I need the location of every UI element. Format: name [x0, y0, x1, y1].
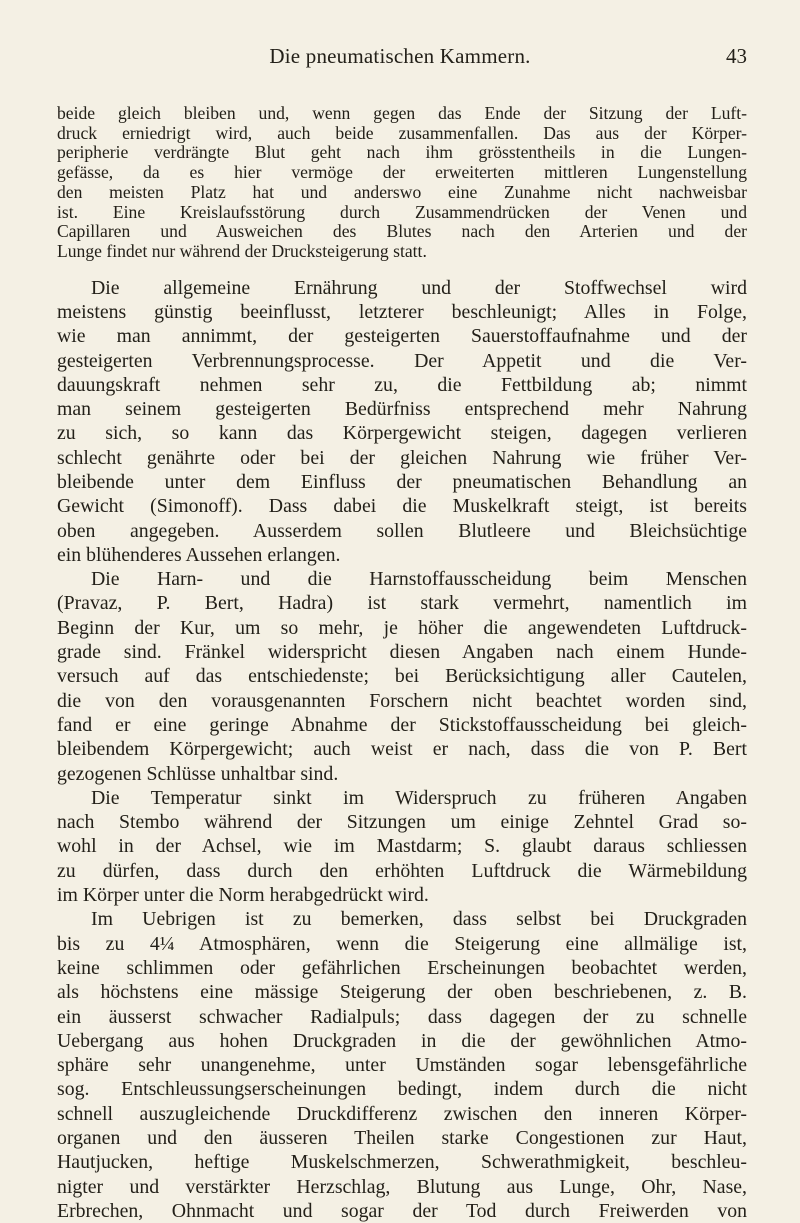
text-line: Lunge findet nur während der Drucksteigerung statt.: [57, 240, 427, 261]
text-line: zu dürfen, dass durch den erhöhten Luftdruck die Wärmebildung: [57, 859, 747, 882]
text-line: (Pravaz, P. Bert, Hadra) ist stark vermehrt, namentlich im: [57, 592, 747, 615]
text-line: wohl in der Achsel, wie im Mastdarm; S. glaubt daraus schliessen: [57, 835, 747, 858]
text-line: keine schlimmen oder gefährlichen Erscheinungen beobachtet werden,: [57, 956, 747, 979]
text-line: oben angegeben. Ausserdem sollen Blutleere und Bleichsüchtige: [57, 519, 747, 542]
paragraph-urine: [57, 567, 747, 786]
paragraph-gap: [57, 262, 747, 276]
text-line: gefässe, da es hier vermöge der erweiterten mittleren Lungenstellung: [57, 162, 747, 183]
paragraph-circulation: [57, 104, 747, 262]
text-line: ein äusserst schwacher Radialpuls; dass dagegen der zu schnelle: [57, 1005, 747, 1028]
text-line: gezogenen Schlüsse unhaltbar sind.: [57, 762, 339, 785]
text-line: druck erniedrigt wird, auch beide zusammenfallen. Das aus der Körper-: [57, 122, 747, 143]
paragraph-nutrition: [57, 276, 747, 568]
page-number: 43: [726, 44, 747, 68]
running-title: Die pneumatischen Kammern.: [269, 44, 531, 68]
text-line: nach Stembo während der Sitzungen um einige Zehntel Grad so-: [57, 811, 747, 834]
text-line: bleibendem Körpergewicht; auch weist er nach, dass die von P. Bert: [57, 738, 747, 761]
text-line: im Körper unter die Norm herabgedrückt wird.: [57, 884, 429, 907]
text-line: gesteigerten Verbrennungsprocesse. Der Appetit und die Ver-: [57, 349, 747, 372]
text-line: bleibende unter dem Einfluss der pneumatischen Behandlung an: [57, 471, 747, 493]
text-line: als höchstens eine mässige Steigerung der oben beschriebenen, z. B.: [57, 981, 747, 1004]
text-line: Uebergang aus hohen Druckgraden in die der gewöhnlichen Atmo-: [57, 1029, 747, 1052]
text-line: dauungskraft nehmen sehr zu, die Fettbildung ab; nimmt: [57, 373, 747, 396]
text-line: Gewicht (Simonoff). Dass dabei die Muskelkraft steigt, ist bereits: [57, 495, 747, 518]
text-line: sog. Entschleussungserscheinungen bedingt, indem durch die nicht: [57, 1078, 747, 1101]
paragraph-decompression: [57, 907, 747, 1223]
text-line: Erbrechen, Ohnmacht und sogar der Tod durch Freiwerden von: [57, 1199, 747, 1222]
text-line: schlecht genährte oder bei der gleichen Nahrung wie früher Ver-: [57, 446, 747, 469]
text-line: bis zu 4¼ Atmosphären, wenn die Steigerung eine allmälige ist,: [57, 932, 747, 955]
text-line: nigter und verstärkter Herzschlag, Blutung aus Lunge, Ohr, Nase,: [57, 1175, 747, 1198]
text-line: sphäre sehr unangenehme, unter Umständen sogar lebensgefährliche: [57, 1054, 747, 1077]
text-line: Im Uebrigen ist zu bemerken, dass selbst bei Druckgraden: [91, 908, 747, 931]
text-line: beide gleich bleiben und, wenn gegen das Ende der Sitzung der Luft-: [57, 103, 747, 123]
text-line: Die Harn- und die Harnstoffausscheidung beim Menschen: [91, 568, 747, 591]
text-line: Die allgemeine Ernährung und der Stoffwechsel wird: [91, 276, 747, 299]
text-line: grade sind. Fränkel widerspricht diesen Angaben nach einem Hunde-: [57, 641, 747, 664]
paragraph-temperature: [57, 786, 747, 907]
text-line: meistens günstig beeinflusst, letzterer beschleunigt; Alles in Folge,: [57, 300, 747, 323]
text-line: zu sich, so kann das Körpergewicht steigen, dagegen verlieren: [57, 422, 747, 445]
running-head: [0, 44, 800, 74]
text-line: ist. Eine Kreislaufsstörung durch Zusammendrücken der Venen und: [57, 201, 747, 222]
text-line: Beginn der Kur, um so mehr, je höher die angewendeten Luftdruck-: [57, 616, 747, 639]
text-line: fand er eine geringe Abnahme der Stickstoffausscheidung bei gleich-: [57, 713, 747, 736]
text-line: Capillaren und Ausweichen des Blutes nach den Arterien und der: [57, 221, 747, 242]
text-line: ein blühenderes Aussehen erlangen.: [57, 543, 341, 566]
text-line: schnell auszugleichende Druckdifferenz zwischen den inneren Körper-: [57, 1102, 747, 1125]
text-line: Hautjucken, heftige Muskelschmerzen, Schwerathmigkeit, beschleu-: [57, 1151, 747, 1174]
text-line: wie man annimmt, der gesteigerten Sauerstoffaufnahme und der: [57, 325, 747, 348]
text-line: versuch auf das entschiedenste; bei Berücksichtigung aller Cautelen,: [57, 665, 747, 688]
text-line: Die Temperatur sinkt im Widerspruch zu früheren Angaben: [91, 786, 747, 809]
body-text: [57, 104, 747, 1223]
text-line: peripherie verdrängte Blut geht nach ihm grösstentheils in die Lungen-: [57, 142, 747, 163]
text-line: den meisten Platz hat und anderswo eine Zunahme nicht nachweisbar: [57, 181, 747, 202]
text-line: organen und den äusseren Theilen starke Congestionen zur Haut,: [57, 1127, 747, 1150]
text-line: die von den vorausgenannten Forschern nicht beachtet worden sind,: [57, 689, 747, 712]
text-line: man seinem gesteigerten Bedürfniss entsprechend mehr Nahrung: [57, 398, 747, 421]
